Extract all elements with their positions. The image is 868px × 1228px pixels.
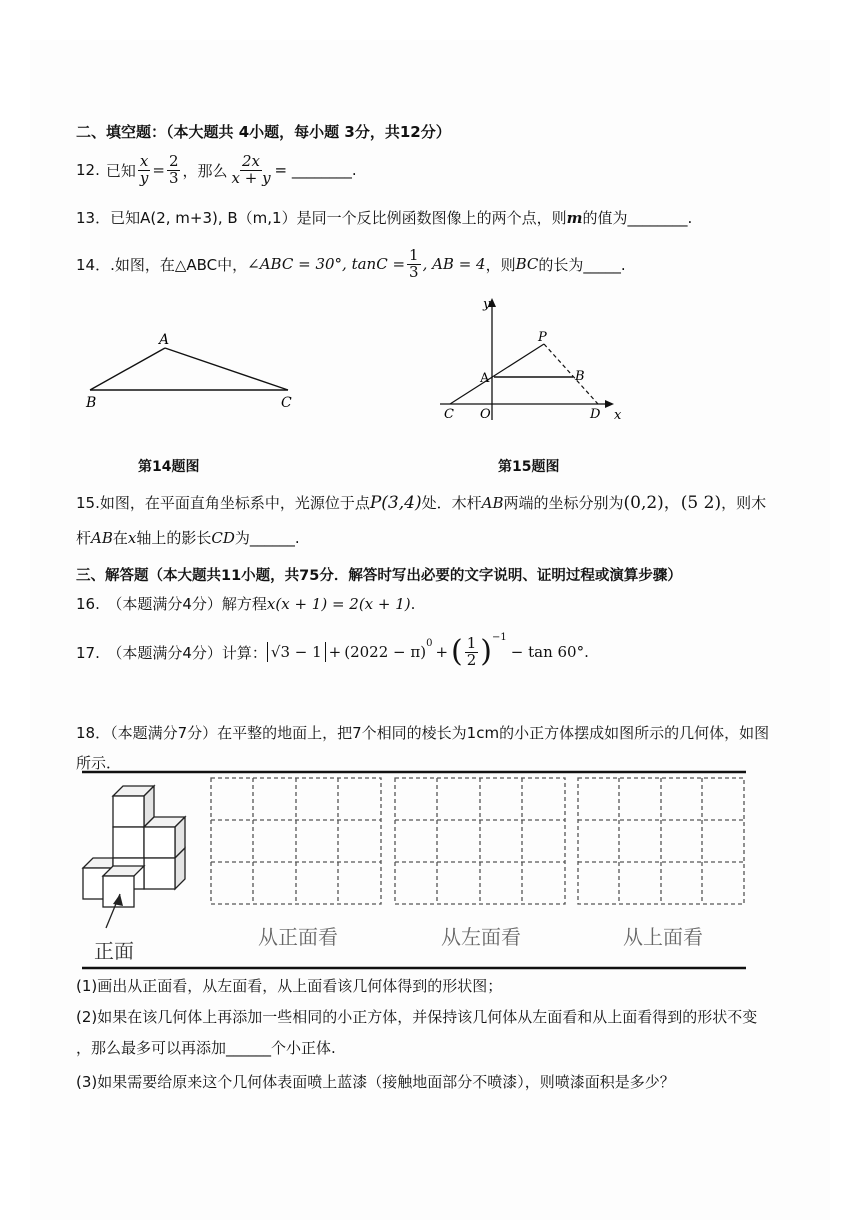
question-15-line-2 (76, 527, 300, 548)
q15-text-b: 处．木杆 (421, 494, 482, 512)
q12-fraction-target: $\frac{2x}{x + y}$ (231, 151, 271, 187)
q12-answer-blank: = ________. (274, 161, 357, 179)
q18-sub-1: (1)画出从正面看，从左面看，从上面看该几何体得到的形状图； (76, 977, 503, 995)
label-y: y (483, 297, 491, 312)
q14-prefix: 14．.如图，在△ABC中， (76, 255, 248, 274)
q17-prefix: 17. （本题满分4分）计算： (76, 643, 267, 662)
question-15-line-1 (76, 488, 766, 513)
question-13 (76, 207, 692, 228)
q16-suffix: . (410, 595, 416, 613)
grid-top-view (578, 778, 744, 904)
q15-point-p: P(3,4) (369, 493, 422, 513)
q15-x: x (127, 529, 137, 547)
q17-paren-right: ) (480, 634, 493, 669)
q15-text-d: ，则木 (721, 494, 767, 512)
question-18-line-1: 18．（本题满分7分）在平整的地面上，把7个相同的棱长为1cm的小正方体摆成如图所示的几何体，如图 (76, 724, 770, 742)
label-x: x (614, 408, 622, 423)
q18-figure-panel (78, 768, 750, 973)
label-b: B (575, 369, 585, 384)
x-axis-arrow (605, 400, 614, 408)
caption-front-view: 从正面看 (258, 925, 338, 949)
q13-tail: 的值为________. (582, 209, 693, 227)
question-18-line-2: 所示． (76, 754, 122, 772)
caption-left-view: 从左面看 (441, 925, 521, 949)
q14-condition-ab: , AB = 4 (422, 255, 486, 273)
q17-exp-zero: 0 (426, 638, 433, 649)
label-a: A (159, 332, 170, 348)
q17-power-zero-base: (2022 − π) (344, 643, 427, 661)
q15-text-c: 两端的坐标分别为 (503, 494, 624, 512)
q12-fraction-two-thirds: $\frac{2}{3}$ (168, 151, 179, 187)
q15-text-h: 为______. (234, 529, 300, 547)
cube-solid-drawing (83, 786, 185, 907)
grid-front-view (211, 778, 381, 904)
q17-plus-1: + (328, 643, 342, 661)
front-label: 正面 (94, 939, 134, 963)
label-a: A (480, 371, 490, 386)
q15-text-g: 轴上的影长 (136, 529, 212, 547)
question-12 (76, 150, 357, 190)
caption-top-view: 从上面看 (623, 925, 703, 949)
q13-text: 13．已知A(2, m+3), B（m,1）是同一个反比例函数图像上的两个点，则 (76, 209, 567, 227)
q17-absolute-term: √3 − 1 (267, 642, 326, 662)
q16-equation: x(x + 1) = 2(x + 1) (266, 595, 411, 613)
q15-ab: AB (481, 494, 504, 512)
q12-middle: ，那么 (182, 161, 228, 180)
q13-var-m: m (566, 209, 583, 227)
q15-cd: CD (211, 529, 235, 547)
q14-tail: 的长为_____. (538, 255, 626, 274)
figure-15-coordinate-diagram (432, 290, 632, 430)
side-ab (90, 348, 165, 390)
figure-14-caption: 第14题图 (138, 459, 200, 475)
q14-condition-angle: ∠ABC = 30°, tanC = (247, 255, 406, 273)
grid-left-view (395, 778, 565, 904)
question-17 (76, 630, 589, 674)
q17-plus-2: + (435, 643, 449, 661)
q18-sub-3: (3)如果需要给原来这个几何体表面喷上蓝漆（接触地面部分不喷漆），则喷漆面积是多少？ (76, 1073, 675, 1091)
figure-15-caption: 第15题图 (498, 459, 560, 475)
label-d: D (590, 407, 601, 422)
q18-sub-2-line-2: ，那么最多可以再添加______个小正体. (76, 1039, 336, 1057)
side-ac (165, 348, 288, 390)
question-14 (76, 242, 626, 286)
question-16 (76, 593, 415, 614)
q15-ab-2: AB (91, 529, 113, 547)
label-p: P (538, 330, 547, 345)
q12-equals: = (152, 161, 165, 179)
q17-fraction-half: $\frac{1}{2}$ (466, 633, 477, 669)
label-c: C (281, 395, 292, 411)
q15-coords: (0,2)，(5 2) (623, 493, 722, 513)
q17-paren-left: ( (451, 634, 463, 669)
q12-number: 12. (76, 161, 100, 179)
section-heading-fill-in: 二、填空题：（本大题共 4小题，每小题 3分，共12分） (76, 123, 451, 141)
q14-bc: BC (515, 255, 539, 273)
ray-p-to-c (450, 344, 544, 404)
q18-sub-2-line-1: (2)如果在该几何体上再添加一些相同的小正方体，并保持该几何体从左面看和从上面看得到的形状不变 (76, 1008, 758, 1026)
q12-fraction-xy: $\frac{x}{y}$ (139, 151, 149, 187)
q15-text-a: 15.如图，在平面直角坐标系中，光源位于点 (76, 494, 370, 512)
label-c: C (444, 407, 454, 422)
q17-exp-neg-one: −1 (492, 632, 507, 643)
q15-text-e: 杆 (76, 529, 92, 547)
label-o: O (480, 407, 491, 422)
figure-14-triangle (80, 325, 310, 415)
q12-prefix: 已知 (105, 161, 136, 180)
ray-p-to-d (544, 344, 598, 404)
q17-tail: − tan 60°. (510, 643, 589, 661)
q15-text-f: 在 (112, 529, 128, 547)
label-b: B (86, 395, 97, 411)
q14-fraction-one-third: $\frac{1}{3}$ (409, 245, 419, 281)
q16-prefix: 16. （本题满分4分）解方程 (76, 595, 267, 613)
section-heading-solve: 三、解答题（本大题共11小题，共75分．解答时写出必要的文字说明、证明过程或演算步骤） (76, 568, 682, 584)
q14-suffix: ，则 (485, 255, 516, 274)
